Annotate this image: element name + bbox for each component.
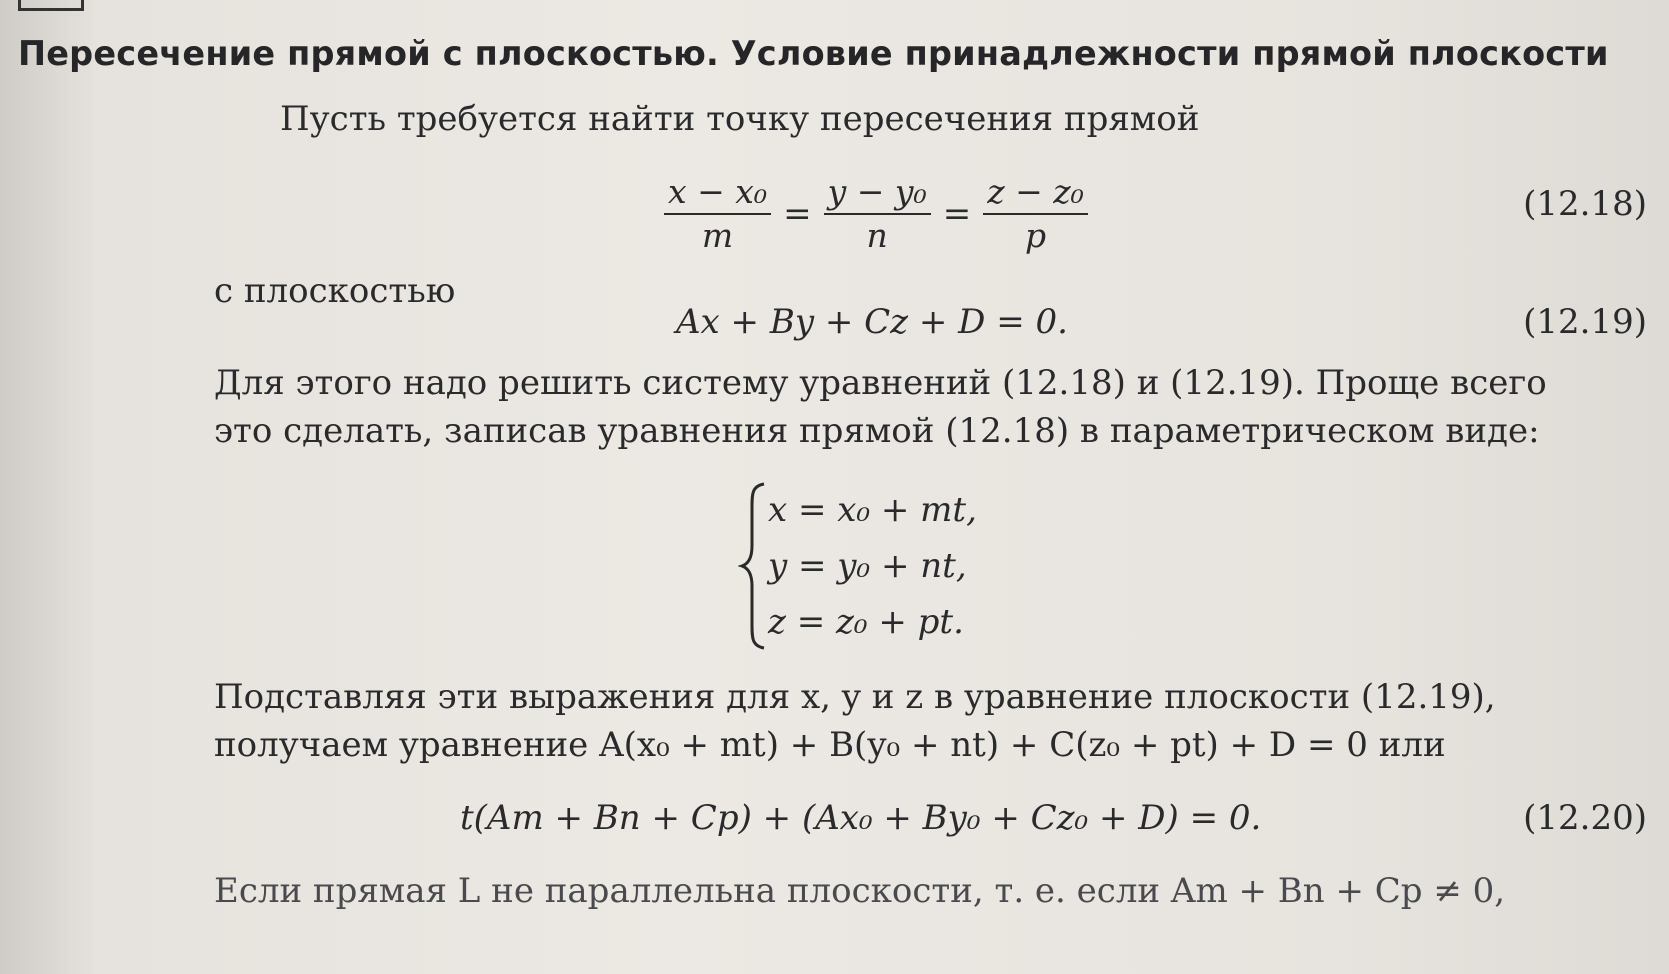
paragraph-3-line-1: Подставляя эти выражения для x, y и z в уравнение плоскости (12.19),: [214, 677, 1496, 717]
equation-12-20: t(Am + Bn + Cp) + (Ax₀ + By₀ + Cz₀ + D) = 0.: [460, 798, 1262, 838]
fraction-z: [983, 171, 1088, 257]
page-corner-mark: [18, 0, 84, 11]
with-plane-label: с плоскостью: [214, 271, 456, 311]
fraction-z-numerator: z − z₀: [987, 172, 1084, 211]
paragraph-4-line-1: Если прямая L не параллельна плоскости, т. е. если Am + Bn + Cp ≠ 0,: [214, 871, 1506, 911]
fraction-x: [664, 171, 771, 257]
fraction-x-numerator: x − x₀: [668, 172, 768, 211]
paragraph-2-line-2: это сделать, записав уравнения прямой (12.18) в параметрическом виде:: [214, 411, 1540, 451]
fraction-x-denominator: m: [701, 216, 734, 255]
left-brace-icon: [738, 480, 768, 652]
paragraph-2-line-1: Для этого надо решить систему уравнений (12.18) и (12.19). Проще всего: [214, 363, 1547, 403]
system-line-x: x = x₀ + mt,: [768, 490, 977, 530]
paragraph-3-line-2: получаем уравнение A(x₀ + mt) + B(y₀ + nt) + C(z₀ + pt) + D = 0 или: [214, 725, 1446, 765]
system-line-y: y = y₀ + nt,: [768, 546, 967, 586]
equals-sign: =: [783, 194, 812, 234]
fraction-y-numerator: y − y₀: [827, 172, 927, 211]
equals-sign: =: [942, 194, 972, 234]
equation-number-12-18: (12.18): [1523, 184, 1647, 224]
equation-12-18: [660, 164, 1092, 264]
equation-number-12-19: (12.19): [1523, 302, 1647, 342]
fraction-z-denominator: p: [1025, 216, 1047, 255]
fraction-y: [824, 171, 931, 257]
equation-12-19: Ax + By + Cz + D = 0.: [676, 302, 1068, 342]
fraction-y-denominator: n: [866, 216, 888, 255]
equation-number-12-20: (12.20): [1523, 798, 1647, 838]
system-line-z: z = z₀ + pt.: [768, 602, 964, 642]
intro-paragraph: Пусть требуется найти точку пересечения прямой: [280, 99, 1200, 139]
section-heading: Пересечение прямой с плоскостью. Условие принадлежности прямой плоскости: [18, 34, 1609, 73]
